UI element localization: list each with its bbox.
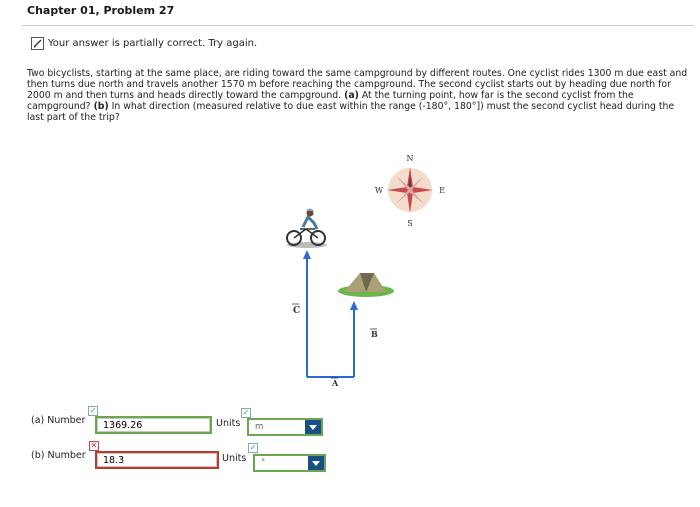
vector-c-label: C: [293, 306, 301, 316]
status-message: Your answer is partially correct. Try again.: [48, 38, 258, 49]
answer-a-label: (a) Number: [31, 415, 86, 426]
compass-w: W: [374, 186, 384, 195]
page-title: Chapter 01, Problem 27: [27, 4, 175, 17]
part-a-tag: (a): [344, 90, 359, 101]
answer-a-check-icon: ✓: [89, 406, 97, 415]
answer-a-units-value: m: [255, 422, 264, 432]
problem-statement: [27, 68, 693, 123]
answer-a-units-check-icon: ✓: [242, 408, 250, 417]
answer-b-units-select[interactable]: [253, 454, 326, 472]
vector-c-arrow: [303, 250, 311, 377]
compass-e: E: [439, 186, 445, 195]
answer-b-units-value: °: [261, 458, 266, 468]
campground-tent-icon: [338, 273, 394, 297]
problem-text-1: Two bicyclists, starting at the same place, are riding toward the same campground by different routes. One cyclist rides 1300 m due east and then turns due north and travels another 1570 m before reaching the campground. The second cyclist starts out by heading due north for 2000 m and then turns and heads directly toward the campground.: [27, 68, 688, 101]
chevron-down-icon[interactable]: [305, 420, 321, 434]
answer-a-units-select[interactable]: [247, 418, 323, 436]
compass-n: N: [406, 154, 414, 163]
compass-rose-icon: [375, 154, 445, 228]
chevron-down-icon[interactable]: [308, 456, 324, 470]
header-divider: [22, 25, 694, 26]
answer-status: [31, 37, 257, 50]
compass-s: S: [407, 219, 413, 228]
problem-figure: [270, 145, 450, 395]
vector-a-label: A: [332, 378, 339, 388]
answer-b-label: (b) Number: [31, 450, 86, 461]
answer-b-units-check-icon: ✓: [249, 443, 257, 452]
bicyclist-icon: [287, 209, 327, 249]
problem-text-3: In what direction (measured relative to due east within the range (-180°, 180°]) must the second cyclist head during the last part of the trip?: [27, 101, 675, 123]
partial-correct-icon: [31, 37, 44, 50]
answer-b-x-icon: ✕: [90, 441, 98, 450]
vector-b-arrow: [347, 301, 358, 377]
vector-b-label: B: [371, 329, 378, 339]
problem-text-2: At the turning point, how far is the second cyclist from the campground?: [27, 90, 634, 112]
answer-a-units-label: Units: [216, 418, 241, 429]
answer-b-units-label: Units: [222, 453, 247, 464]
answer-a-input[interactable]: [95, 416, 212, 434]
part-b-tag: (b): [93, 101, 109, 112]
answer-b-input[interactable]: [95, 451, 219, 469]
